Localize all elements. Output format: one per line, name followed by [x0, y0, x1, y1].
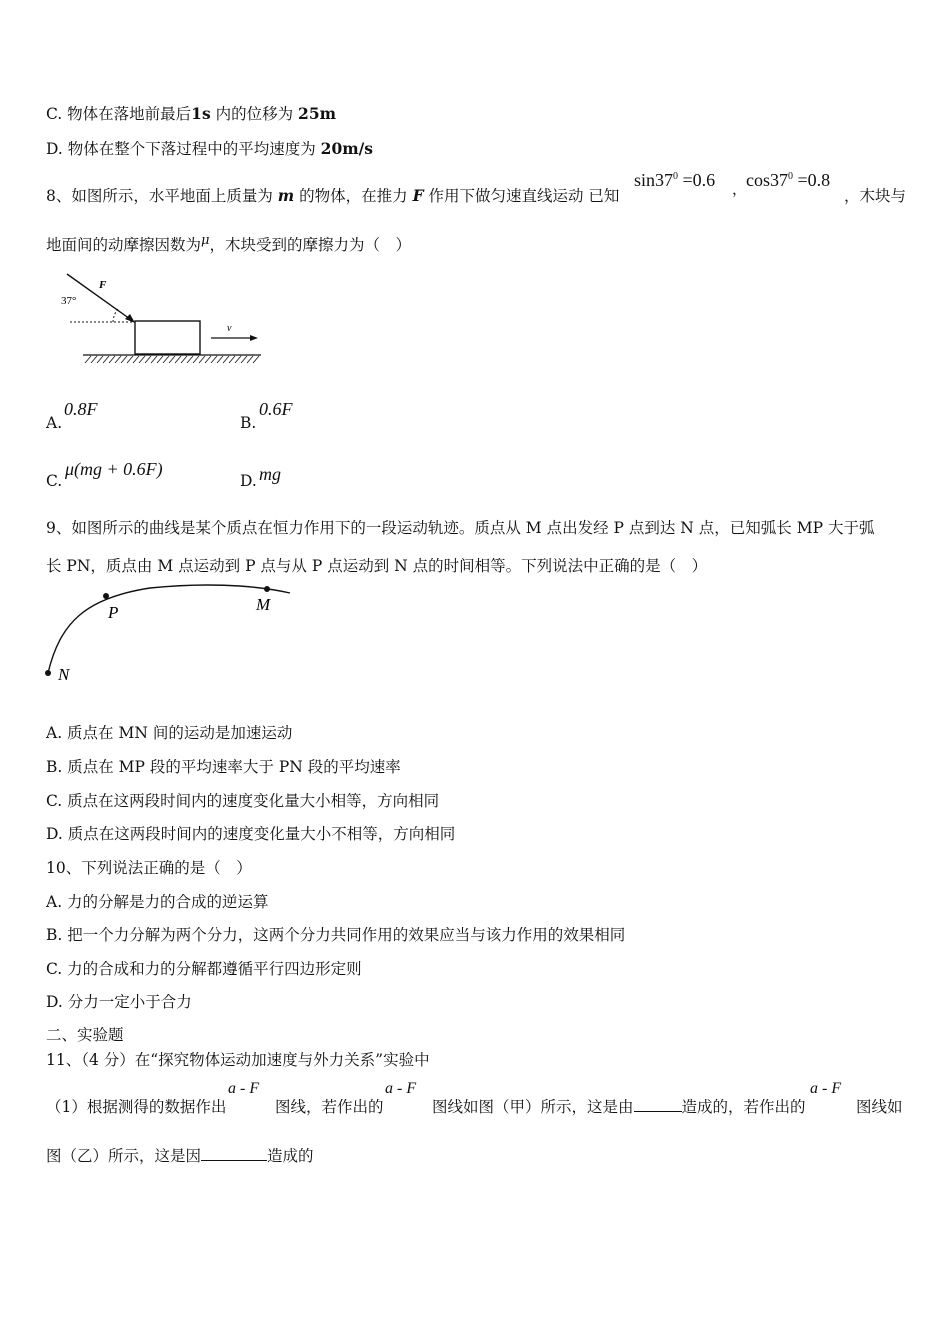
q11-part1-b: 图线，若作出的	[275, 1098, 384, 1116]
q9-option-a: A. 质点在 MN 间的运动是加速运动	[46, 724, 293, 742]
point-p	[103, 593, 109, 599]
q9-option-c: C. 质点在这两段时间内的速度变化量大小相等，方向相同	[46, 792, 440, 810]
angle-arc	[113, 309, 118, 322]
point-n	[45, 670, 51, 676]
q10-option-c: C. 力的合成和力的分解都遵循平行四边形定则	[46, 960, 362, 978]
q10-option-d: D. 分力一定小于合力	[46, 993, 192, 1011]
q10-option-a: A. 力的分解是力的合成的逆运算	[46, 893, 269, 911]
q9-figure	[40, 578, 300, 688]
q11-part1-a: （1）根据测得的数据作出	[46, 1098, 227, 1116]
q8-option-c-label: C.	[46, 472, 63, 490]
q8-separator: ，	[732, 182, 748, 198]
section-title: 二、实验题	[46, 1026, 124, 1044]
q9-stem-line1: 9、如图所示的曲线是某个质点在恒力作用下的一段运动轨迹。质点从 M 点出发经 P 点到达 N 点，已知弧长 MP 大于弧	[46, 519, 875, 537]
q11-stem: 11、（4 分）在“探究物体运动加速度与外力关系”实验中	[46, 1051, 430, 1069]
q9-option-b: B. 质点在 MP 段的平均速率大于 PN 段的平均速率	[46, 758, 401, 776]
angle-label: 37°	[61, 295, 77, 307]
q9-option-d: D. 质点在这两段时间内的速度变化量大小不相等，方向相同	[46, 825, 456, 843]
label-m: M	[256, 595, 271, 614]
q11-blank-2[interactable]	[201, 1146, 267, 1161]
q8-sin-formula: $\sin 37^0 =0.6$	[634, 170, 716, 190]
q11-aF-3: a - F	[810, 1080, 842, 1097]
q11-aF-1: a - F	[228, 1080, 260, 1097]
q8-cos-formula: $\cos 37^0 =0.8$	[746, 170, 831, 190]
force-label: F	[99, 279, 107, 291]
q7-option-d: D. 物体在整个下落过程中的平均速度为 20m/s	[46, 139, 374, 158]
q11-part1-c: 图线如图（甲）所示，这是由 造成的，若作出的	[432, 1098, 806, 1116]
q8-option-a-expr: 0.8F	[64, 399, 98, 419]
q8-option-c-expr: μ(mg + 0.6F)	[65, 459, 163, 479]
label-p: P	[108, 603, 119, 622]
q11-part1-e: 图线如	[856, 1098, 903, 1116]
q8-option-b-label: B.	[240, 414, 257, 432]
point-m	[264, 586, 270, 592]
q8-stem-line1: 8、如图所示，水平地面上质量为 m 的物体，在推力 F 作用下做匀速直线运动 已知	[46, 186, 620, 205]
q10-stem: 10、下列说法正确的是（ ）	[46, 859, 252, 877]
q8-stem-line2: 地面间的动摩擦因数为$^\mu$，木块受到的摩擦力为（ ）	[46, 233, 411, 254]
q8-figure	[55, 268, 265, 368]
q9-stem-line2: 长 PN，质点由 M 点运动到 P 点与从 P 点运动到 N 点的时间相等。下列说法中正确的是（ ）	[46, 557, 708, 575]
block	[135, 321, 200, 354]
velocity-label: v	[227, 323, 232, 334]
q11-blank-1[interactable]	[634, 1097, 682, 1112]
q10-option-b: B. 把一个力分解为两个分力，这两个分力共同作用的效果应当与该力作用的效果相同	[46, 926, 626, 944]
q8-option-b-expr: 0.6F	[259, 399, 293, 419]
ground-hatch	[85, 356, 259, 363]
q7-option-c: C. 物体在落地前最后1s 内的位移为 25m	[46, 104, 337, 123]
velocity-arrow-head	[250, 335, 258, 341]
trajectory-curve	[48, 585, 290, 673]
label-n: N	[58, 665, 70, 684]
q8-stem-tail: ，木块与	[844, 187, 907, 205]
q11-aF-2: a - F	[385, 1080, 417, 1097]
q11-part2: 图（乙）所示，这是因 造成的	[46, 1147, 314, 1165]
q8-option-d-label: D.	[240, 472, 257, 490]
q8-option-d-expr: mg	[259, 464, 281, 484]
q8-option-a-label: A.	[46, 414, 63, 432]
